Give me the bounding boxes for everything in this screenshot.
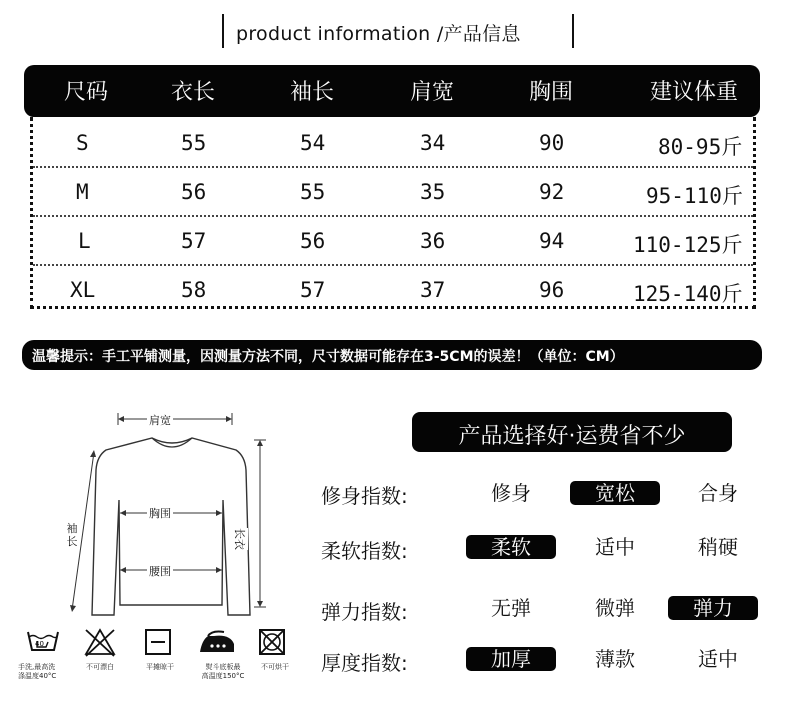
header-shoulder: 肩宽	[410, 80, 455, 105]
cell-sleeve: 55	[300, 180, 326, 204]
care-caption-line: 不可漂白	[86, 663, 114, 671]
measurement-notice	[22, 340, 762, 370]
flat-dry-icon	[146, 630, 170, 654]
row-divider	[33, 166, 753, 168]
cell-sleeve: 57	[300, 278, 326, 302]
thickness-option-thick: 加厚	[466, 647, 556, 671]
page-title-block	[222, 14, 574, 48]
cell-weight: 110-125斤	[633, 233, 743, 257]
cell-length: 57	[181, 229, 207, 253]
cell-size: M	[76, 180, 89, 204]
header-sleeve: 袖长	[290, 80, 335, 105]
hand-wash-icon	[28, 632, 58, 650]
header-length: 衣长	[171, 80, 216, 105]
features-heading	[412, 412, 732, 452]
title-left-bar	[222, 14, 224, 48]
sleeve-label	[66, 522, 78, 548]
cell-chest: 94	[539, 229, 565, 253]
sleeve-label-a: 袖	[66, 522, 78, 535]
cell-shoulder: 37	[420, 278, 446, 302]
care-caption-line: 熨斗底板最	[205, 663, 241, 671]
features-heading-text: 产品选择好·运费省不少	[458, 424, 686, 449]
waist-label: 腰围	[149, 565, 171, 578]
care-caption-no-tumble-dry	[255, 663, 295, 672]
care-caption-line: 涤温度40°C	[18, 672, 57, 680]
shoulder-label: 肩宽	[149, 414, 171, 427]
row-divider	[33, 264, 753, 266]
care-caption-line: 不可烘干	[261, 663, 289, 671]
softness-index-label: 柔软指数:	[321, 539, 408, 563]
cell-weight: 125-140斤	[633, 282, 743, 306]
row-divider	[33, 215, 753, 217]
cell-chest: 90	[539, 131, 565, 155]
softness-option-soft: 柔软	[466, 535, 556, 559]
length-label: 长衣	[233, 528, 246, 550]
care-caption-flat-dry	[140, 663, 180, 672]
svg-text:40: 40	[35, 640, 44, 648]
chest-label: 胸围	[149, 507, 171, 520]
cell-chest: 92	[539, 180, 565, 204]
fit-index-label: 修身指数:	[321, 484, 408, 508]
thickness-index-label: 厚度指数:	[321, 651, 408, 675]
care-caption-iron	[196, 663, 250, 681]
cell-length: 56	[181, 180, 207, 204]
header-chest: 胸围	[529, 80, 574, 105]
cell-length: 55	[181, 131, 207, 155]
cell-sleeve: 54	[300, 131, 326, 155]
fit-option-slim: 修身	[491, 481, 531, 505]
cell-sleeve: 56	[300, 229, 326, 253]
header-size: 尺码	[64, 80, 109, 105]
tshirt-outline	[92, 438, 250, 615]
notice-text: 温馨提示：手工平铺测量，因测量方法不同，尺寸数据可能存在3-5CM的误差！（单位：CM）	[32, 349, 624, 365]
cell-size: XL	[70, 278, 96, 302]
sleeve-label-b: 长	[66, 535, 78, 548]
care-caption-line: 平摊晾干	[146, 663, 174, 671]
page-title: product information /产品信息	[236, 23, 521, 45]
cell-shoulder: 34	[420, 131, 446, 155]
size-table-header	[24, 65, 760, 117]
thickness-option-medium: 适中	[698, 647, 738, 671]
title-right-bar	[572, 14, 574, 48]
softness-option-medium: 适中	[595, 535, 635, 559]
elasticity-option-slight: 微弹	[595, 596, 635, 620]
no-bleach-icon	[86, 630, 114, 656]
elasticity-option-none: 无弹	[491, 596, 531, 620]
cell-shoulder: 36	[420, 229, 446, 253]
no-tumble-dry-icon	[260, 630, 284, 654]
care-caption-hand-wash	[18, 663, 74, 681]
cell-chest: 96	[539, 278, 565, 302]
cell-shoulder: 35	[420, 180, 446, 204]
cell-weight: 95-110斤	[646, 184, 743, 208]
elasticity-option-stretch: 弹力	[668, 596, 758, 620]
care-caption-line: 手洗,最高洗	[18, 663, 56, 671]
care-icons-row	[24, 626, 289, 660]
cell-length: 58	[181, 278, 207, 302]
cell-weight: 80-95斤	[658, 135, 743, 159]
header-weight: 建议体重	[650, 80, 739, 105]
softness-option-firm: 稍硬	[698, 535, 738, 559]
elasticity-index-label: 弹力指数:	[321, 600, 408, 624]
fit-option-loose: 宽松	[570, 481, 660, 505]
iron-icon	[200, 632, 234, 653]
care-caption-line: 高温度150°C	[201, 672, 245, 680]
thickness-option-thin: 薄款	[595, 647, 635, 671]
fit-option-regular: 合身	[698, 481, 738, 505]
cell-size: S	[76, 131, 89, 155]
cell-size: L	[78, 229, 91, 253]
care-caption-no-bleach	[80, 663, 120, 672]
